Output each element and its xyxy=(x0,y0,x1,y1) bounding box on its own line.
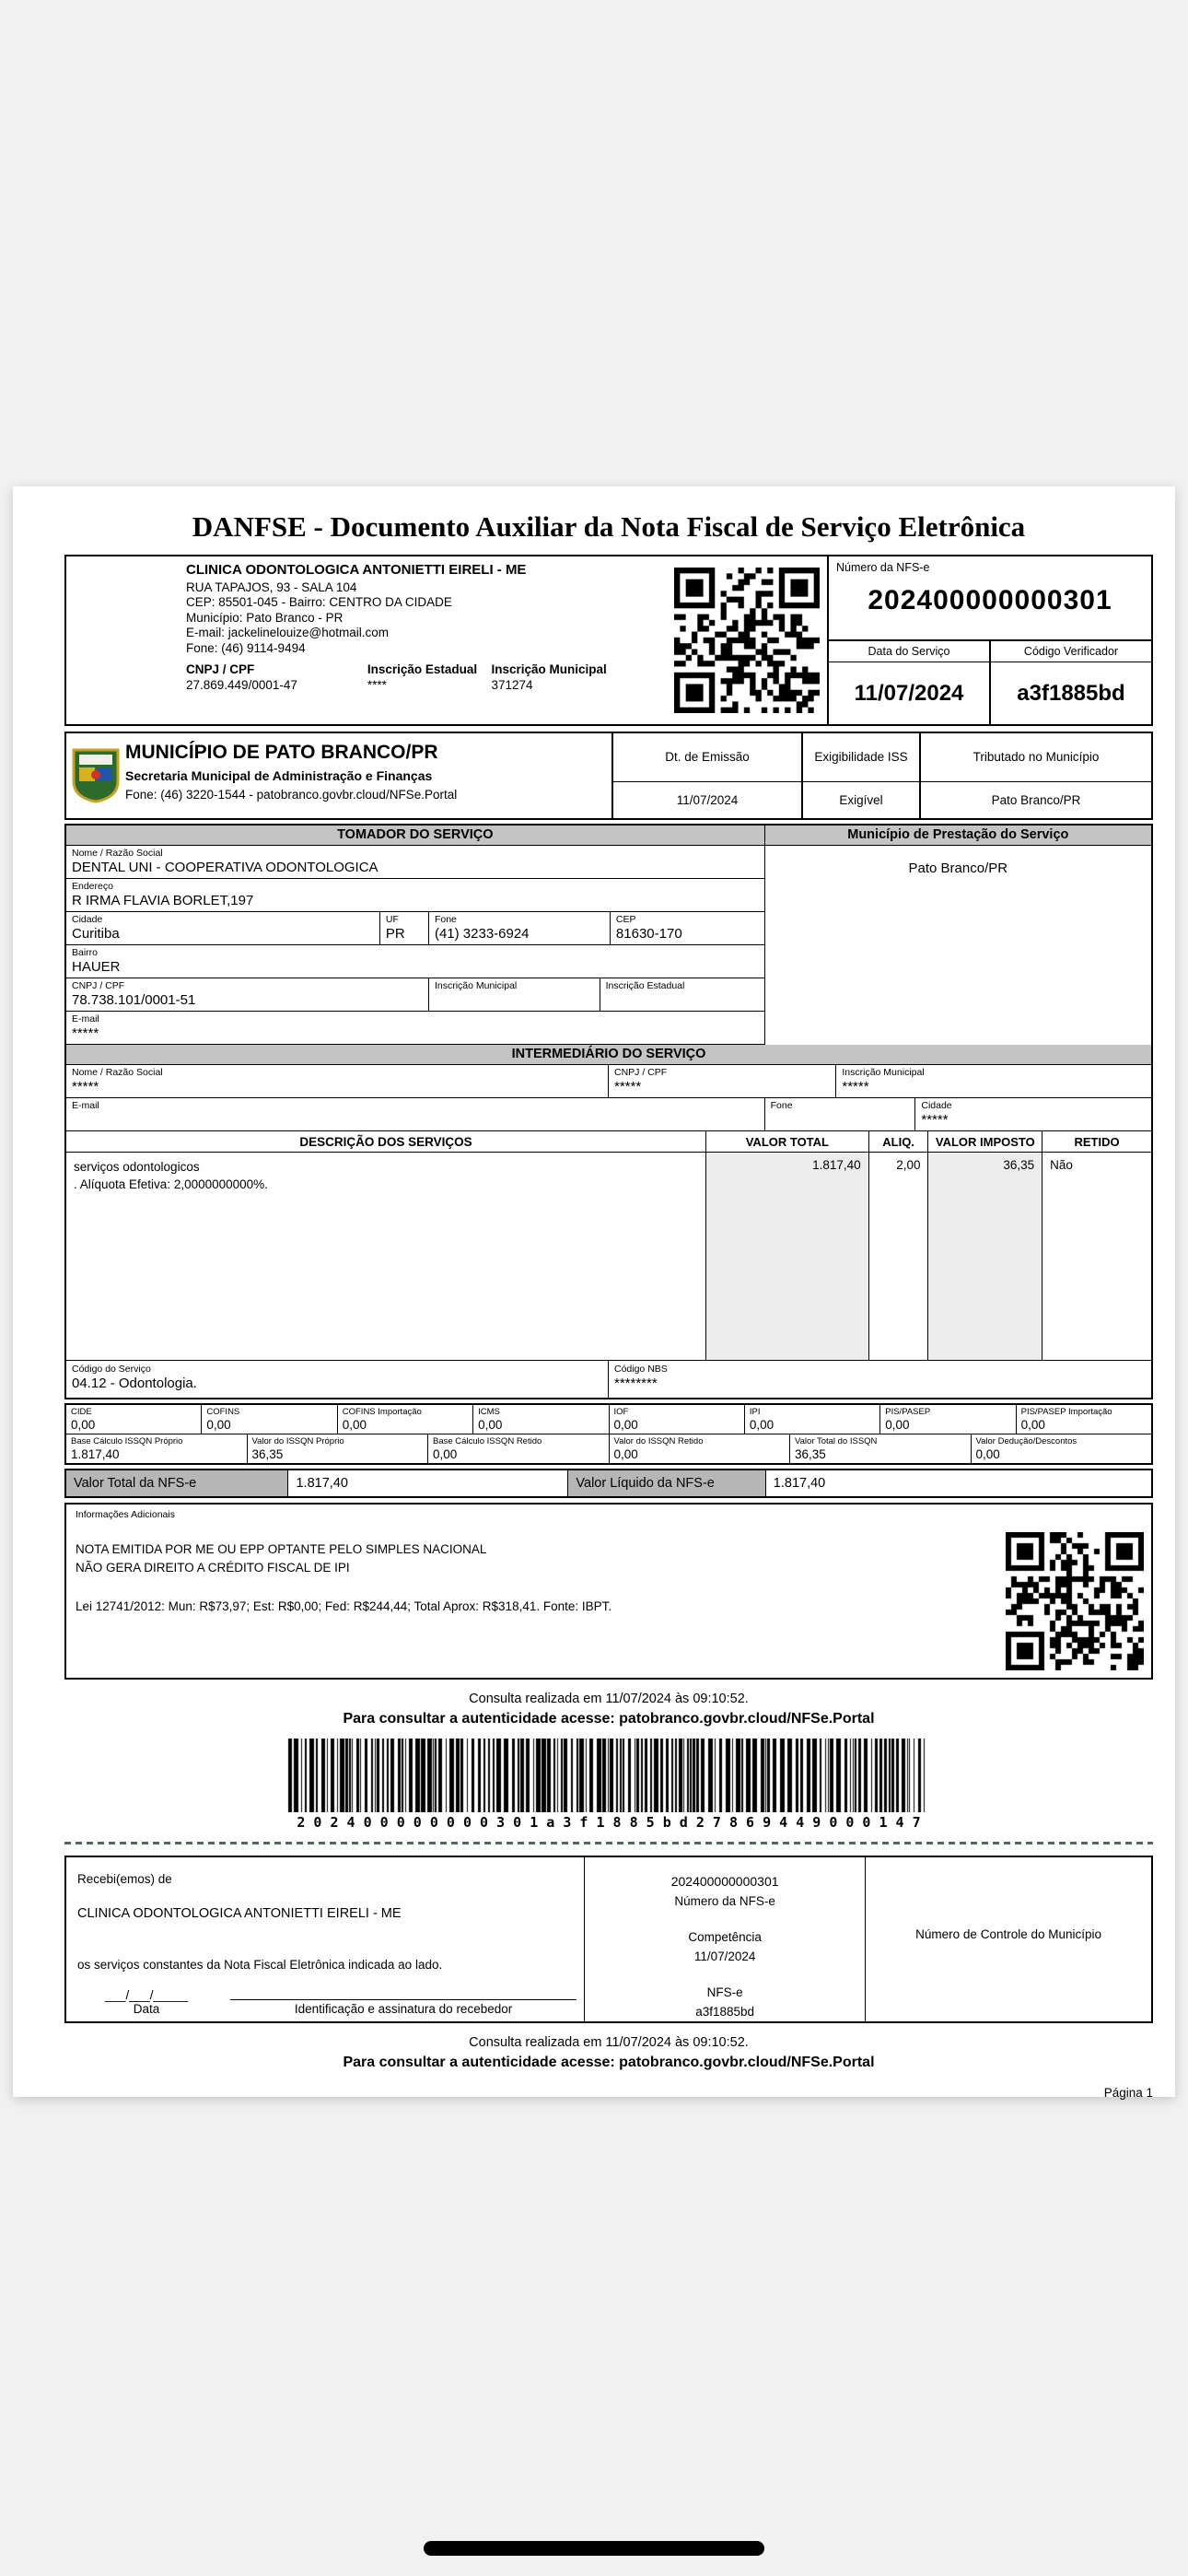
document-page xyxy=(13,486,1175,2100)
provider-im-value: 371274 xyxy=(491,677,533,692)
tax-ipi-value: 0,00 xyxy=(749,1418,775,1432)
intermediario-im-label: Inscrição Municipal xyxy=(842,1067,925,1078)
tax-iof-value: 0,00 xyxy=(613,1418,638,1432)
date-label: Data xyxy=(133,2002,160,2016)
municipality-crest-icon xyxy=(66,733,125,818)
service-description-line1: serviços odontologicos xyxy=(74,1160,200,1174)
intermediario-cidade-label: Cidade xyxy=(921,1100,952,1111)
deducao-descontos-label: Valor Dedução/Descontos xyxy=(975,1436,1077,1446)
recebi-emitente: CLINICA ODONTOLOGICA ANTONIETTI EIRELI - ME xyxy=(77,1906,402,1921)
stub-competencia-label: Competência xyxy=(688,1930,762,1944)
intermediario-fone-value xyxy=(771,1112,910,1129)
issqn-total-label: Valor Total do ISSQN xyxy=(795,1436,878,1446)
consulta-timestamp-2: Consulta realizada em 11/07/2024 às 09:10:52. xyxy=(469,2035,749,2050)
services-col-valor-imposto: VALOR IMPOSTO xyxy=(928,1131,1042,1152)
deducao-descontos-value: 0,00 xyxy=(975,1447,1000,1461)
intermediario-nome-label: Nome / Razão Social xyxy=(72,1067,163,1078)
barcode-icon xyxy=(286,1739,931,1812)
signature-label: Identificação e assinatura do recebedor xyxy=(294,2002,513,2016)
stub-verifier-value: a3f1885bd xyxy=(695,2005,755,2019)
tax-cofins-imp-value: 0,00 xyxy=(342,1418,367,1432)
municipio-prestacao-value: Pato Branco/PR xyxy=(908,861,1008,876)
stub-nfse-label: NFS-e xyxy=(706,1985,743,1999)
tomador-email-label: E-mail xyxy=(72,1013,99,1025)
tomador-ie-value xyxy=(606,992,759,1009)
tax-iof-label: IOF xyxy=(613,1407,629,1417)
tomador-cep-value: 81630-170 xyxy=(615,926,682,942)
tax-grid xyxy=(64,1403,1153,1465)
barcode-text: 2 0 2 4 0 0 0 0 0 0 0 0 3 0 1 a 3 f 1 8 8 5 b d 2 7 8 6 9 4 4 9 0 0 0 1 4 7 xyxy=(297,1814,921,1831)
stub-competencia-value: 11/07/2024 xyxy=(693,1950,756,1963)
issqn-valor-proprio-label: Valor do ISSQN Próprio xyxy=(251,1436,344,1446)
provider-name: CLINICA ODONTOLOGICA ANTONIETTI EIRELI - ME xyxy=(186,562,527,578)
provider-cnpj-label: CNPJ / CPF xyxy=(186,662,255,676)
codigo-nbs-value: ******** xyxy=(614,1376,658,1391)
taxed-in-municipality-value: Pato Branco/PR xyxy=(991,793,1081,807)
verifier-code-value: a3f1885bd xyxy=(1017,680,1125,706)
additional-info-line3: Lei 12741/2012: Mun: R$73,97; Est: R$0,00; Fed: R$244,44; Total Aprox: R$318,41. Fonte: IBPT. xyxy=(76,1599,612,1613)
issqn-base-proprio-value: 1.817,40 xyxy=(71,1447,120,1461)
intermediario-email-value xyxy=(72,1112,759,1129)
tax-ipi-label: IPI xyxy=(749,1407,761,1417)
tomador-cidade-value: Curitiba xyxy=(72,926,120,942)
tomador-ie-label: Inscrição Estadual xyxy=(605,980,685,991)
issqn-base-proprio-label: Base Cálculo ISSQN Próprio xyxy=(71,1436,183,1446)
municipality-contact: Fone: (46) 3220-1544 - patobranco.govbr.cloud/NFSe.Portal xyxy=(125,788,458,802)
codigo-nbs-label: Código NBS xyxy=(614,1364,668,1375)
tomador-cep-label: CEP xyxy=(615,914,636,925)
valor-total-nfse-value: 1.817,40 xyxy=(288,1470,568,1496)
recebi-texto: os serviços constantes da Nota Fiscal Eletrônica indicada ao lado. xyxy=(77,1958,443,1972)
tomador-nome-value: DENTAL UNI - COOPERATIVA ODONTOLOGICA xyxy=(72,860,379,875)
municipality-secretariat: Secretaria Municipal de Administração e Finanças xyxy=(125,768,433,783)
tax-pis-value: 0,00 xyxy=(885,1418,910,1432)
tax-pis-imp-value: 0,00 xyxy=(1020,1418,1045,1432)
provider-email: E-mail: jackelinelouize@hotmail.com xyxy=(186,626,390,639)
services-table-row xyxy=(66,1153,1151,1361)
codigo-servico-value: 04.12 - Odontologia. xyxy=(72,1376,197,1391)
section-header-intermediario: INTERMEDIÁRIO DO SERVIÇO xyxy=(66,1045,1151,1065)
emission-date-label: Dt. de Emissão xyxy=(613,733,801,782)
tomador-uf-value: PR xyxy=(385,926,405,942)
consulta-block-bottom xyxy=(64,2035,1153,2071)
main-detail-box xyxy=(64,824,1153,1399)
tax-pis-label: PIS/PASEP xyxy=(885,1407,931,1417)
additional-info-line2: NÃO GERA DIREITO A CRÉDITO FISCAL DE IPI xyxy=(76,1561,350,1575)
consulta-timestamp: Consulta realizada em 11/07/2024 às 09:10:52. xyxy=(469,1692,749,1706)
tomador-email-value: ***** xyxy=(72,1025,99,1041)
municipality-info xyxy=(125,733,611,818)
tax-cofins-value: 0,00 xyxy=(206,1418,231,1432)
tomador-bairro-value: HAUER xyxy=(72,959,121,975)
tax-cide-value: 0,00 xyxy=(71,1418,96,1432)
document-title: DANFSE - Documento Auxiliar da Nota Fiscal de Serviço Eletrônica xyxy=(192,510,1026,543)
issqn-valor-retido-label: Valor do ISSQN Retido xyxy=(613,1436,704,1446)
codigo-servico-label: Código do Serviço xyxy=(72,1364,151,1375)
issqn-valor-retido-value: 0,00 xyxy=(613,1447,638,1461)
tomador-fone-label: Fone xyxy=(434,914,457,925)
valor-liquido-nfse-label: Valor Líquido da NFS-e xyxy=(568,1470,765,1496)
provider-ie-label: Inscrição Estadual xyxy=(367,662,478,676)
consulta-url-2: Para consultar a autenticidade acesse: patobranco.govbr.cloud/NFSe.Portal xyxy=(343,2055,875,2070)
provider-info xyxy=(184,556,667,724)
services-table-header xyxy=(66,1131,1151,1153)
tax-cide-label: CIDE xyxy=(71,1407,92,1417)
services-col-aliq: ALIQ. xyxy=(869,1131,929,1152)
tomador-endereco-label: Endereço xyxy=(72,881,113,892)
services-col-descricao: DESCRIÇÃO DOS SERVIÇOS xyxy=(66,1131,706,1152)
recebi-label: Recebi(emos) de xyxy=(77,1872,172,1886)
home-indicator[interactable] xyxy=(424,2541,764,2556)
provider-ie-value: **** xyxy=(367,677,387,692)
receipt-stub xyxy=(64,1856,1153,2023)
barcode-block xyxy=(64,1739,1153,1831)
nfse-number-value: 202400000000301 xyxy=(868,585,1112,615)
service-date-value: 11/07/2024 xyxy=(854,680,964,706)
intermediario-cidade-value: ***** xyxy=(921,1112,949,1128)
intermediario-cnpj-label: CNPJ / CPF xyxy=(614,1067,668,1078)
consulta-block-top xyxy=(64,1692,1153,1727)
additional-info-line1: NOTA EMITIDA POR ME OU EPP OPTANTE PELO SIMPLES NACIONAL xyxy=(76,1542,487,1556)
intermediario-nome-value: ***** xyxy=(72,1079,99,1095)
additional-info-label: Informações Adicionais xyxy=(76,1509,175,1520)
services-col-valor-total: VALOR TOTAL xyxy=(706,1131,869,1152)
tax-cofins-label: COFINS xyxy=(206,1407,240,1417)
taxed-in-municipality-label: Tributado no Município xyxy=(921,733,1151,782)
service-date-label: Data do Serviço xyxy=(829,641,989,662)
municipality-box xyxy=(64,732,1153,820)
issqn-total-value: 36,35 xyxy=(795,1447,826,1461)
qr-code-bottom-icon xyxy=(1006,1532,1144,1670)
verifier-code-label: Código Verificador xyxy=(991,641,1151,662)
tax-pis-imp-label: PIS/PASEP Importação xyxy=(1020,1407,1112,1417)
issqn-valor-proprio-value: 36,35 xyxy=(251,1447,284,1461)
tax-icms-label: ICMS xyxy=(478,1407,500,1417)
totals-row xyxy=(64,1469,1153,1498)
provider-registrations xyxy=(186,662,663,693)
provider-cep-bairro: CEP: 85501-045 - Bairro: CENTRO DA CIDADE xyxy=(186,595,452,609)
signature-line xyxy=(230,1984,577,2000)
issqn-base-retido-label: Base Cálculo ISSQN Retido xyxy=(433,1436,542,1446)
page-number: Página 1 xyxy=(1103,2086,1153,2100)
provider-header-box xyxy=(64,555,1153,726)
tomador-im-value xyxy=(435,992,594,1009)
service-valor-total: 1.817,40 xyxy=(706,1153,869,1360)
service-retido: Não xyxy=(1050,1158,1073,1172)
provider-municipio: Município: Pato Branco - PR xyxy=(186,610,344,625)
intermediario-im-value: ***** xyxy=(842,1079,869,1095)
tomador-cnpj-label: CNPJ / CPF xyxy=(72,980,125,991)
stub-nfse-number: 202400000000301 xyxy=(670,1874,779,1889)
service-description-line2: . Alíquota Efetiva: 2,0000000000%. xyxy=(74,1177,268,1191)
provider-fone: Fone: (46) 9114-9494 xyxy=(186,640,306,655)
section-header-municipio-prestacao: Município de Prestação do Serviço xyxy=(847,827,1069,842)
provider-cnpj-value: 27.869.449/0001-47 xyxy=(186,677,297,692)
nfse-number-panel xyxy=(827,556,1151,724)
intermediario-email-label: E-mail xyxy=(72,1100,99,1111)
tomador-bairro-label: Bairro xyxy=(72,947,99,958)
nfse-number-label: Número da NFS-e xyxy=(836,561,930,574)
tax-icms-value: 0,00 xyxy=(478,1418,503,1432)
tomador-nome-label: Nome / Razão Social xyxy=(72,848,163,859)
tomador-fone-value: (41) 3233-6924 xyxy=(434,926,530,942)
provider-address: RUA TAPAJOS, 93 - SALA 104 xyxy=(186,580,357,594)
iss-exigibility-value: Exigível xyxy=(839,793,883,807)
tomador-uf-label: UF xyxy=(385,914,399,925)
tomador-cnpj-value: 78.738.101/0001-51 xyxy=(72,992,196,1008)
issqn-base-retido-value: 0,00 xyxy=(433,1447,458,1461)
emission-date-value: 11/07/2024 xyxy=(676,793,739,807)
tax-cofins-imp-label: COFINS Importação xyxy=(342,1407,422,1417)
tomador-endereco-value: R IRMA FLAVIA BORLET,197 xyxy=(72,893,254,908)
tomador-cidade-label: Cidade xyxy=(72,914,103,925)
provider-im-label: Inscrição Municipal xyxy=(491,662,607,676)
cut-line-separator xyxy=(64,1842,1153,1844)
section-header-tomador: TOMADOR DO SERVIÇO xyxy=(66,825,765,845)
date-placeholder: ___/___/_____ xyxy=(104,1988,189,2002)
qr-code-top-icon xyxy=(674,568,820,713)
services-col-retido: RETIDO xyxy=(1074,1134,1120,1149)
intermediario-cnpj-value: ***** xyxy=(614,1079,642,1095)
consulta-url: Para consultar a autenticidade acesse: patobranco.govbr.cloud/NFSe.Portal xyxy=(343,1711,875,1727)
service-aliquota: 2,00 xyxy=(869,1153,929,1360)
iss-exigibility-label: Exigibilidade ISS xyxy=(803,733,919,782)
stub-nfse-number-label: Número da NFS-e xyxy=(674,1894,775,1908)
additional-info-box xyxy=(64,1503,1153,1680)
intermediario-fone-label: Fone xyxy=(770,1100,793,1111)
tomador-im-label: Inscrição Municipal xyxy=(434,980,518,991)
valor-liquido-nfse-value: 1.817,40 xyxy=(773,1476,826,1491)
service-valor-imposto: 36,35 xyxy=(928,1153,1042,1360)
stub-municipal-control-label: Número de Controle do Município xyxy=(915,1927,1102,1941)
municipality-name: MUNICÍPIO DE PATO BRANCO/PR xyxy=(125,742,438,763)
provider-logo-space xyxy=(66,556,184,724)
valor-total-nfse-label: Valor Total da NFS-e xyxy=(66,1470,288,1496)
